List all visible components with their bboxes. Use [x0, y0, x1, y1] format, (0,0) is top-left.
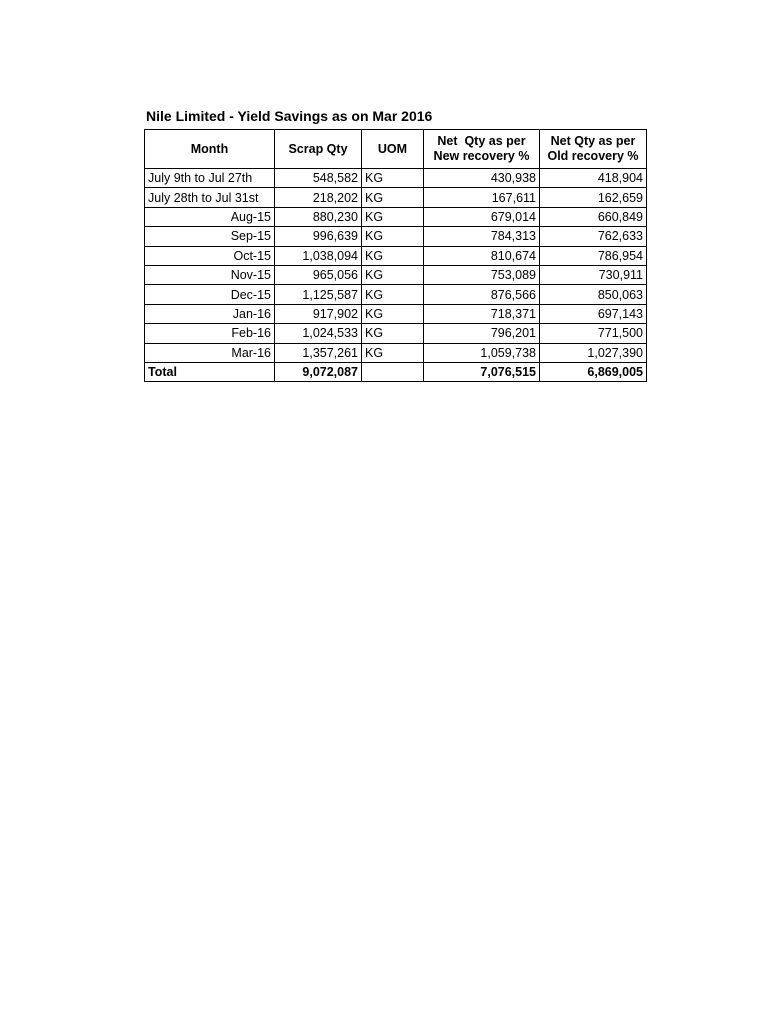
- table-row: [145, 207, 647, 226]
- col-header-scrap-qty: Scrap Qty: [275, 130, 362, 169]
- cell-scrap-qty: 917,902: [275, 304, 362, 323]
- cell-uom: KG: [362, 188, 424, 207]
- cell-net-new: 1,059,738: [424, 343, 540, 362]
- cell-net-old: 786,954: [540, 246, 647, 265]
- total-uom: [362, 362, 424, 381]
- table-row: [145, 343, 647, 362]
- cell-uom: KG: [362, 207, 424, 226]
- cell-scrap-qty: 880,230: [275, 207, 362, 226]
- table-row: [145, 227, 647, 246]
- cell-scrap-qty: 965,056: [275, 265, 362, 284]
- col-header-uom: UOM: [362, 130, 424, 169]
- table-row: [145, 169, 647, 188]
- cell-scrap-qty: 1,024,533: [275, 324, 362, 343]
- cell-month: Aug-15: [145, 207, 275, 226]
- cell-scrap-qty: 218,202: [275, 188, 362, 207]
- table-row: [145, 246, 647, 265]
- cell-net-new: 753,089: [424, 265, 540, 284]
- cell-uom: KG: [362, 324, 424, 343]
- col-header-net-new: [424, 130, 540, 169]
- cell-month: Dec-15: [145, 285, 275, 304]
- table-row: [145, 304, 647, 323]
- cell-net-old: 697,143: [540, 304, 647, 323]
- cell-net-old: 1,027,390: [540, 343, 647, 362]
- cell-uom: KG: [362, 169, 424, 188]
- cell-month: July 28th to Jul 31st: [145, 188, 275, 207]
- cell-scrap-qty: 1,125,587: [275, 285, 362, 304]
- col-header-net-old: [540, 130, 647, 169]
- cell-net-new: 718,371: [424, 304, 540, 323]
- col-header-month: Month: [145, 130, 275, 169]
- sheet-title: Nile Limited - Yield Savings as on Mar 2016: [146, 108, 433, 124]
- cell-net-new: 167,611: [424, 188, 540, 207]
- cell-uom: KG: [362, 227, 424, 246]
- cell-net-old: 850,063: [540, 285, 647, 304]
- cell-net-new: 810,674: [424, 246, 540, 265]
- total-label: Total: [145, 362, 275, 381]
- cell-scrap-qty: 1,357,261: [275, 343, 362, 362]
- cell-net-new: 679,014: [424, 207, 540, 226]
- cell-month: July 9th to Jul 27th: [145, 169, 275, 188]
- cell-net-old: 762,633: [540, 227, 647, 246]
- cell-month: Feb-16: [145, 324, 275, 343]
- total-net-old: 6,869,005: [540, 362, 647, 381]
- cell-net-old: 418,904: [540, 169, 647, 188]
- cell-month: Jan-16: [145, 304, 275, 323]
- cell-net-new: 796,201: [424, 324, 540, 343]
- cell-uom: KG: [362, 285, 424, 304]
- total-row: [145, 362, 647, 381]
- cell-uom: KG: [362, 265, 424, 284]
- yield-savings-table: [144, 129, 647, 382]
- cell-net-old: 162,659: [540, 188, 647, 207]
- cell-month: Sep-15: [145, 227, 275, 246]
- cell-month: Oct-15: [145, 246, 275, 265]
- col-header-net-old-line2: Old recovery %: [547, 149, 639, 163]
- cell-month: Mar-16: [145, 343, 275, 362]
- cell-uom: KG: [362, 246, 424, 265]
- cell-net-new: 876,566: [424, 285, 540, 304]
- cell-uom: KG: [362, 304, 424, 323]
- table-row: [145, 265, 647, 284]
- col-header-net-new-line1: Net Qty as per: [437, 134, 526, 148]
- cell-net-old: 730,911: [540, 265, 647, 284]
- total-net-new: 7,076,515: [424, 362, 540, 381]
- cell-net-new: 784,313: [424, 227, 540, 246]
- cell-scrap-qty: 1,038,094: [275, 246, 362, 265]
- table-row: [145, 324, 647, 343]
- total-scrap-qty: 9,072,087: [275, 362, 362, 381]
- col-header-net-new-line2: New recovery %: [433, 149, 530, 163]
- cell-scrap-qty: 548,582: [275, 169, 362, 188]
- col-header-net-old-line1: Net Qty as per: [550, 134, 636, 148]
- cell-month: Nov-15: [145, 265, 275, 284]
- table-row: [145, 188, 647, 207]
- cell-scrap-qty: 996,639: [275, 227, 362, 246]
- cell-uom: KG: [362, 343, 424, 362]
- cell-net-new: 430,938: [424, 169, 540, 188]
- table-row: [145, 285, 647, 304]
- cell-net-old: 771,500: [540, 324, 647, 343]
- header-row: [145, 130, 647, 169]
- cell-net-old: 660,849: [540, 207, 647, 226]
